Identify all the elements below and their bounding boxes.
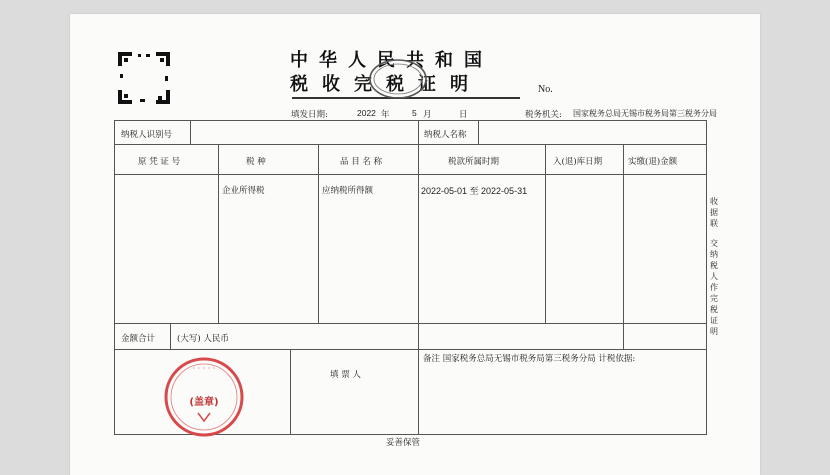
taxpayer-name-label: 纳税人名称 — [424, 130, 467, 140]
total-amount-label: (大写) 人民币 — [177, 334, 229, 344]
total-label: 金额合计 — [121, 334, 156, 344]
tax-authority-label: 税务机关: — [525, 110, 562, 120]
table-border-right — [706, 120, 707, 434]
tax-authority-value: 国家税务总局无锡市税务局第三税务分局 — [573, 109, 717, 118]
year-char: 年 — [381, 110, 390, 120]
stamp-text: (盖章) — [189, 397, 219, 408]
row-line-4 — [114, 349, 707, 350]
oval-seal-icon — [367, 56, 429, 102]
col-line-id — [190, 120, 191, 144]
filler-label: 填 票 人 — [330, 370, 361, 380]
document-title-line1: 中华人民共和国 — [290, 50, 493, 71]
red-seal-icon — [162, 355, 246, 439]
col-line-name-b — [478, 120, 479, 144]
row-line-2 — [114, 174, 707, 175]
issue-date-label: 填发日期: — [291, 110, 328, 120]
col-header-tax-type: 税 种 — [246, 157, 266, 167]
table-border-left — [114, 120, 115, 434]
col-line-5 — [623, 144, 624, 349]
col-line-1 — [218, 144, 219, 323]
issue-year: 2022 — [357, 108, 376, 118]
side-text-bottom: 交纳税人作完税证明 — [710, 239, 718, 336]
col-line-3 — [418, 144, 419, 434]
col-header-amount: 实缴(退)金额 — [628, 157, 678, 167]
row-line-1 — [114, 144, 707, 145]
col-header-item: 品 目 名 称 — [340, 157, 383, 167]
svg-text:· · · · ·: · · · · · — [192, 364, 216, 373]
col-line-total — [170, 323, 171, 349]
serial-no-label: No. — [538, 84, 553, 95]
table-border-top — [114, 120, 707, 121]
footer-text: 妥善保管 — [386, 438, 421, 448]
side-text-top: 收据联 — [710, 197, 718, 228]
cell-tax-type: 企业所得税 — [222, 186, 265, 196]
cell-period: 2022-05-01 至 2022-05-31 — [421, 186, 528, 196]
col-header-period: 税款所属时期 — [448, 157, 500, 167]
col-line-name-a — [418, 120, 419, 144]
qr-code — [118, 52, 170, 104]
col-line-2 — [318, 144, 319, 323]
col-line-4 — [545, 144, 546, 323]
col-line-stamp — [290, 349, 291, 434]
row-line-3 — [114, 323, 707, 324]
remarks: 备注 国家税务总局无锡市税务局第三税务分局 计税依据: — [423, 354, 636, 364]
document-title-line2: 税收完税证明 — [290, 74, 482, 95]
cell-item-name: 应纳税所得额 — [322, 186, 374, 196]
day-char: 日 — [459, 110, 468, 120]
month-char: 月 — [423, 110, 432, 120]
col-header-date: 入(退)库日期 — [553, 157, 603, 167]
taxpayer-id-label: 纳税人识别号 — [121, 130, 173, 140]
col-header-voucher: 原 凭 证 号 — [138, 157, 181, 167]
issue-month: 5 — [412, 108, 417, 118]
